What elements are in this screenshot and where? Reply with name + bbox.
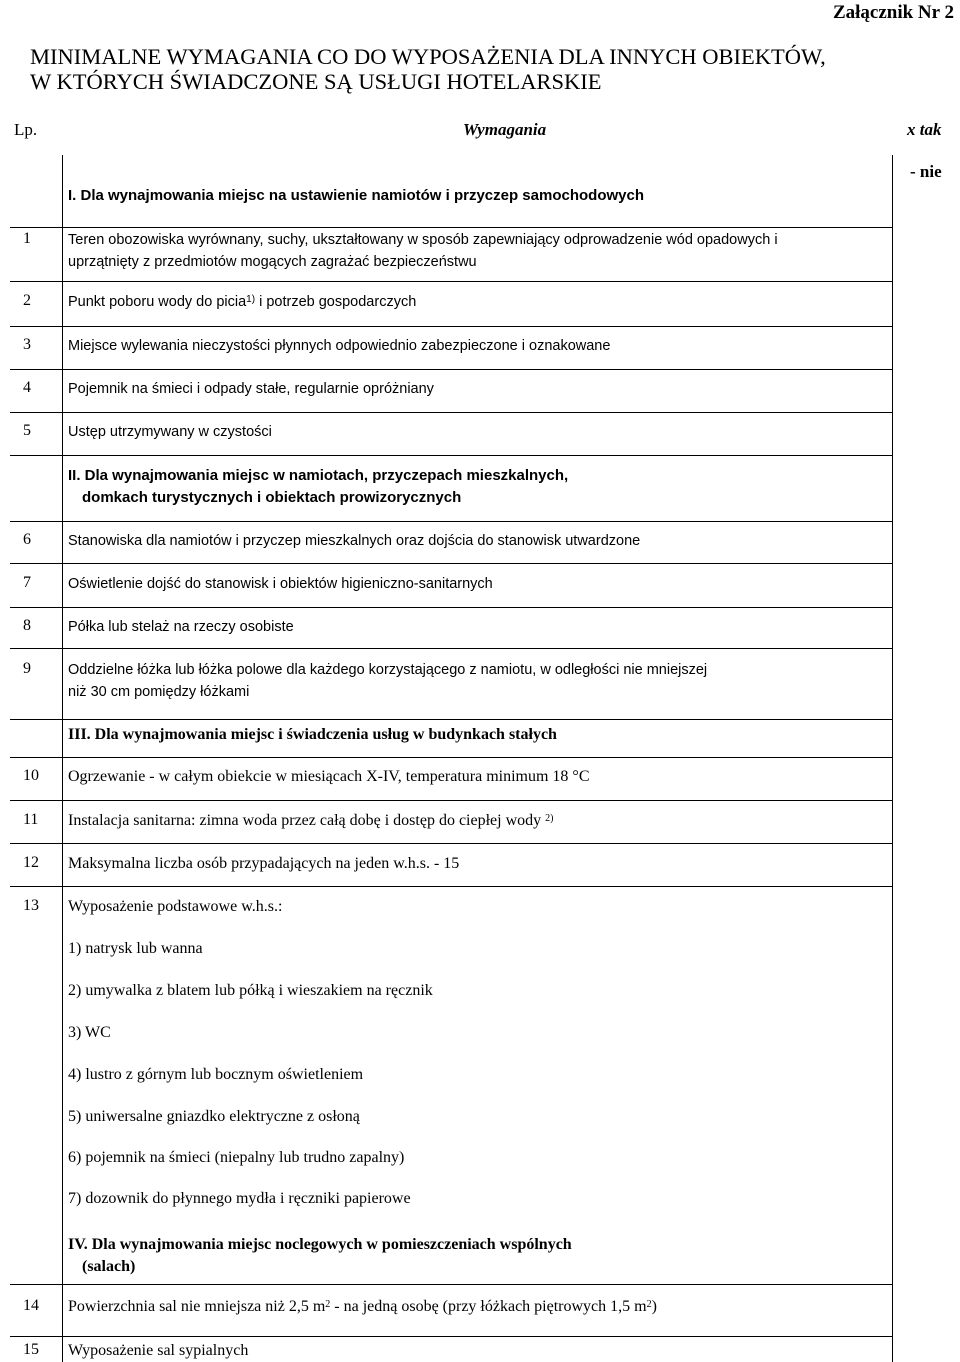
row-divider bbox=[10, 412, 892, 413]
requirement-fragment: Punkt poboru wody do picia bbox=[68, 294, 247, 310]
footnote-marker: 2) bbox=[545, 813, 554, 824]
section-heading-1: I. Dla wynajmowania miejsc na ustawienie namiotów i przyczep samochodowych bbox=[68, 187, 644, 204]
requirement-text: Miejsce wylewania nieczystości płynnych odpowiednio zabezpieczone i oznakowane bbox=[68, 338, 611, 354]
column-header-lp: Lp. bbox=[14, 120, 38, 139]
row-divider bbox=[10, 719, 892, 720]
title-line-2: W KTÓRYCH ŚWIADCZONE SĄ USŁUGI HOTELARSKIE bbox=[30, 69, 602, 94]
requirement-text: Ustęp utrzymywany w czystości bbox=[68, 424, 272, 440]
requirement-text: Pojemnik na śmieci i odpady stałe, regularnie opróżniany bbox=[68, 381, 434, 397]
requirement-fragment: Instalacja sanitarna: zimna woda przez całą dobę i dostęp do ciepłej wody bbox=[68, 812, 542, 829]
requirement-text: Stanowiska dla namiotów i przyczep mieszkalnych oraz dojścia do stanowisk utwardzone bbox=[68, 533, 641, 549]
section-heading-3: III. Dla wynajmowania miejsc i świadczenia usług w budynkach stałych bbox=[68, 726, 557, 743]
requirement-text: Maksymalna liczba osób przypadających na jeden w.h.s. - 15 bbox=[68, 855, 460, 872]
section-heading-line: (salach) bbox=[82, 1258, 136, 1275]
column-header-requirements: Wymagania bbox=[463, 120, 547, 139]
equipment-item: 2) umywalka z blatem lub półką i wieszakiem na ręcznik bbox=[68, 982, 433, 999]
requirement-text: Ogrzewanie - w całym obiekcie w miesiącach X-IV, temperatura minimum 18 °C bbox=[68, 768, 590, 785]
row-number: 4 bbox=[23, 379, 31, 396]
row-divider bbox=[10, 326, 892, 327]
row-number: 2 bbox=[23, 292, 31, 309]
row-number: 9 bbox=[23, 660, 31, 677]
column-header-tak: x tak bbox=[907, 120, 942, 139]
row-number: 14 bbox=[23, 1297, 39, 1314]
row-number: 1 bbox=[23, 230, 31, 247]
row-divider bbox=[10, 1336, 892, 1337]
row-divider bbox=[10, 521, 892, 522]
row-divider bbox=[10, 843, 892, 844]
requirement-fragment: i potrzeb gospodarczych bbox=[255, 294, 417, 310]
requirement-fragment: Powierzchnia sal nie mniejsza niż 2,5 m bbox=[68, 1298, 326, 1315]
requirement-text bbox=[68, 229, 778, 273]
requirement-text bbox=[68, 291, 416, 313]
row-number: 10 bbox=[23, 767, 39, 784]
requirement-line: Oddzielne łóżka lub łóżka polowe dla każdego korzystającego z namiotu, w odległości nie mniejszej bbox=[68, 662, 708, 678]
requirement-text: Wyposażenie sal sypialnych bbox=[68, 1342, 249, 1359]
section-heading-line: domkach turystycznych i obiektach prowizorycznych bbox=[82, 489, 462, 506]
row-divider bbox=[10, 886, 892, 887]
row-number: 8 bbox=[23, 617, 31, 634]
footnote-marker: 1) bbox=[246, 294, 256, 305]
equipment-item: 4) lustro z górnym lub bocznym oświetleniem bbox=[68, 1066, 364, 1083]
annex-label: Załącznik Nr 2 bbox=[832, 2, 954, 23]
section-heading-4 bbox=[68, 1234, 572, 1278]
section-heading-2 bbox=[68, 465, 568, 509]
requirement-text: Oświetlenie dojść do stanowisk i obiektów higieniczno-sanitarnych bbox=[68, 576, 493, 592]
column-divider-left bbox=[62, 155, 63, 1362]
row-number: 15 bbox=[23, 1341, 39, 1358]
row-number: 7 bbox=[23, 574, 31, 591]
column-divider-right bbox=[892, 155, 893, 1362]
row-divider bbox=[10, 563, 892, 564]
requirement-text bbox=[68, 1296, 657, 1318]
requirement-line: niż 30 cm pomiędzy łóżkami bbox=[68, 684, 250, 700]
row-number: 5 bbox=[23, 422, 31, 439]
title-line-1: MINIMALNE WYMAGANIA CO DO WYPOSAŻENIA DLA INNYCH OBIEKTÓW, bbox=[30, 44, 826, 69]
page-title bbox=[30, 44, 826, 94]
requirement-fragment: ) bbox=[651, 1298, 657, 1315]
requirement-text bbox=[68, 659, 707, 703]
section-heading-line: IV. Dla wynajmowania miejsc noclegowych w pomieszczeniach wspólnych bbox=[68, 1236, 572, 1253]
requirement-fragment: - na jedną osobę (przy łóżkach piętrowych 1,5 m bbox=[330, 1298, 647, 1315]
equipment-item: 3) WC bbox=[68, 1024, 111, 1041]
row-number: 3 bbox=[23, 336, 31, 353]
equipment-item: 1) natrysk lub wanna bbox=[68, 940, 203, 957]
row-divider bbox=[10, 455, 892, 456]
requirement-text: Wyposażenie podstawowe w.h.s.: bbox=[68, 898, 283, 915]
requirement-line: Teren obozowiska wyrównany, suchy, ukształtowany w sposób zapewniający odprowadzenie wód opadowych i bbox=[68, 232, 778, 248]
column-header-nie: - nie bbox=[910, 162, 942, 181]
section-heading-line: II. Dla wynajmowania miejsc w namiotach, przyczepach mieszkalnych, bbox=[68, 467, 569, 484]
row-divider bbox=[10, 281, 892, 282]
row-divider bbox=[10, 648, 892, 649]
row-divider bbox=[10, 800, 892, 801]
row-number: 13 bbox=[23, 897, 39, 914]
row-divider bbox=[10, 607, 892, 608]
equipment-item: 5) uniwersalne gniazdko elektryczne z osłoną bbox=[68, 1108, 360, 1125]
row-divider bbox=[10, 1284, 892, 1285]
requirement-line: uprzątnięty z przedmiotów mogących zagrażać bezpieczeństwu bbox=[68, 254, 477, 270]
equipment-item: 6) pojemnik na śmieci (niepalny lub trudno zapalny) bbox=[68, 1149, 405, 1166]
row-number: 12 bbox=[23, 854, 39, 871]
row-divider bbox=[10, 369, 892, 370]
row-number: 6 bbox=[23, 531, 31, 548]
row-number: 11 bbox=[23, 811, 39, 828]
equipment-item: 7) dozownik do płynnego mydła i ręczniki papierowe bbox=[68, 1190, 411, 1207]
row-divider bbox=[10, 227, 892, 228]
superscript: 2 bbox=[646, 1299, 652, 1310]
superscript: 2 bbox=[325, 1299, 331, 1310]
row-divider bbox=[10, 757, 892, 758]
requirement-text bbox=[68, 810, 553, 832]
requirement-text: Półka lub stelaż na rzeczy osobiste bbox=[68, 619, 294, 635]
